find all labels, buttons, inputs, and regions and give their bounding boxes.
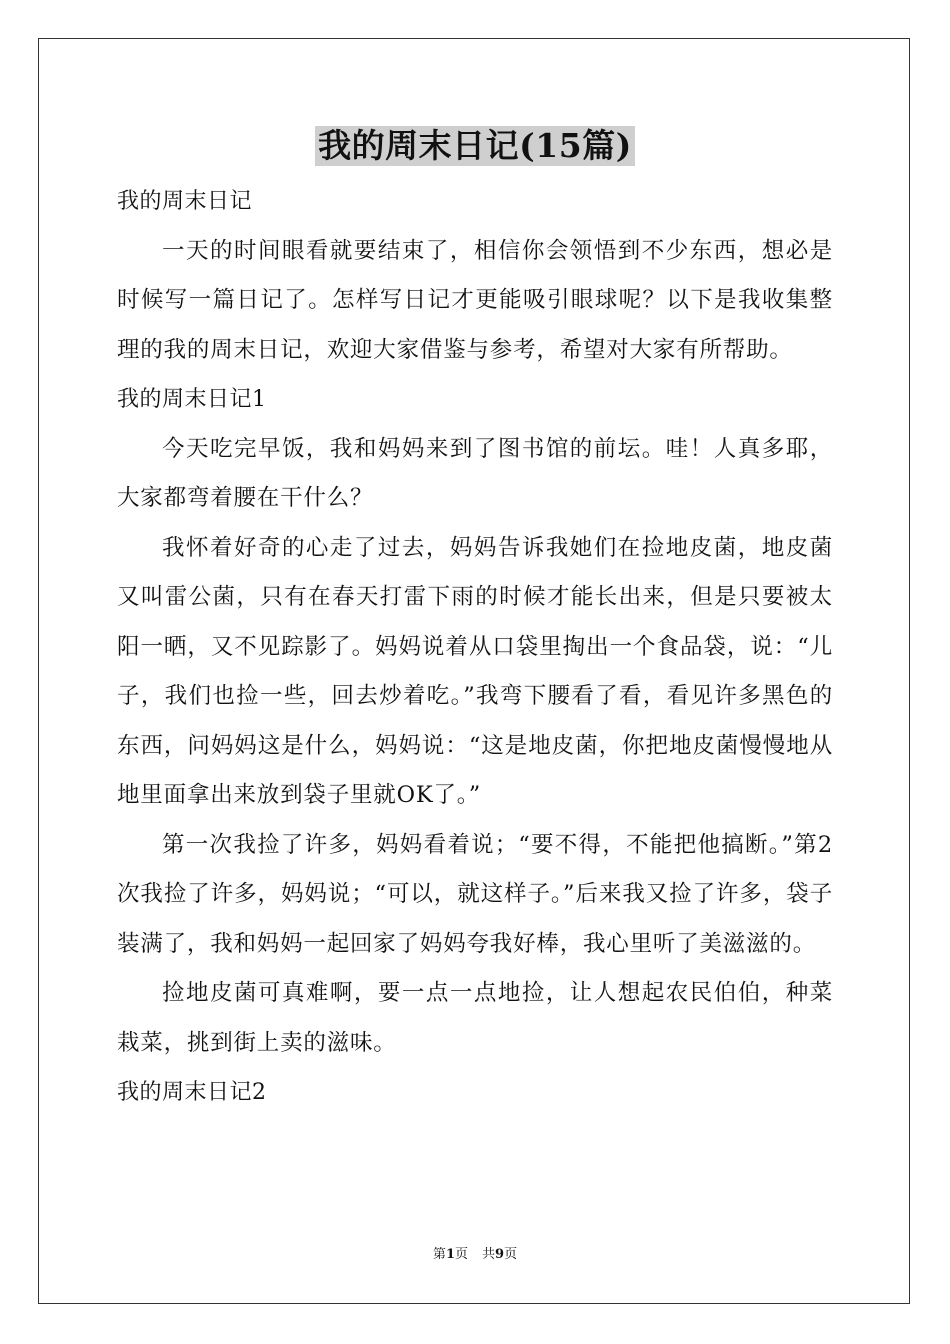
document-title: 我的周末日记(15篇) <box>315 126 635 166</box>
total-suffix: 页 <box>504 1247 518 1262</box>
section-heading: 我的周末日记 <box>117 189 253 214</box>
paragraph: 捡地皮菌可真难啊，要一点一点地捡，让人想起农民伯伯，种菜栽菜，挑到街上卖的滋味。 <box>117 980 833 1056</box>
page-suffix: 页 <box>454 1247 468 1262</box>
section-heading: 我的周末日记1 <box>117 387 267 412</box>
page-total: 9 <box>495 1247 505 1262</box>
paragraph: 今天吃完早饭，我和妈妈来到了图书馆的前坛。哇！人真多耶，大家都弯着腰在干什么？ <box>117 435 833 511</box>
page-prefix: 第 <box>432 1247 446 1262</box>
page-footer <box>0 1246 950 1264</box>
page-current: 1 <box>445 1247 455 1262</box>
total-prefix: 共 <box>482 1247 496 1262</box>
paragraph: 一天的时间眼看就要结束了，相信你会领悟到不少东西，想必是时候写一篇日记了。怎样写日记才更能吸引眼球呢？以下是我收集整理的我的周末日记，欢迎大家借鉴与参考，希望对大家有所帮助。 <box>117 237 833 363</box>
document-body <box>117 177 833 1118</box>
paragraph: 我怀着好奇的心走了过去，妈妈告诉我她们在捡地皮菌，地皮菌又叫雷公菌，只有在春天打雷下雨的时候才能长出来，但是只要被太阳一晒，又不见踪影了。妈妈说着从口袋里掏出一个食品袋，说：“儿子，我们也捡一些，回去炒着吃。”我弯下腰看了看，看见许多黑色的东西，问妈妈这是什么，妈妈说：“这是地皮菌，你把地皮菌慢慢地从地里面拿出来放到袋子里就OK了。” <box>117 534 833 808</box>
title-container <box>0 126 950 166</box>
section-heading: 我的周末日记2 <box>117 1080 267 1105</box>
paragraph: 第一次我捡了许多，妈妈看着说；“要不得，不能把他搞断。”第2次我捡了许多，妈妈说；“可以，就这样子。”后来我又捡了许多，袋子装满了，我和妈妈一起回家了妈妈夸我好棒，我心里听了美滋滋的。 <box>117 831 833 957</box>
